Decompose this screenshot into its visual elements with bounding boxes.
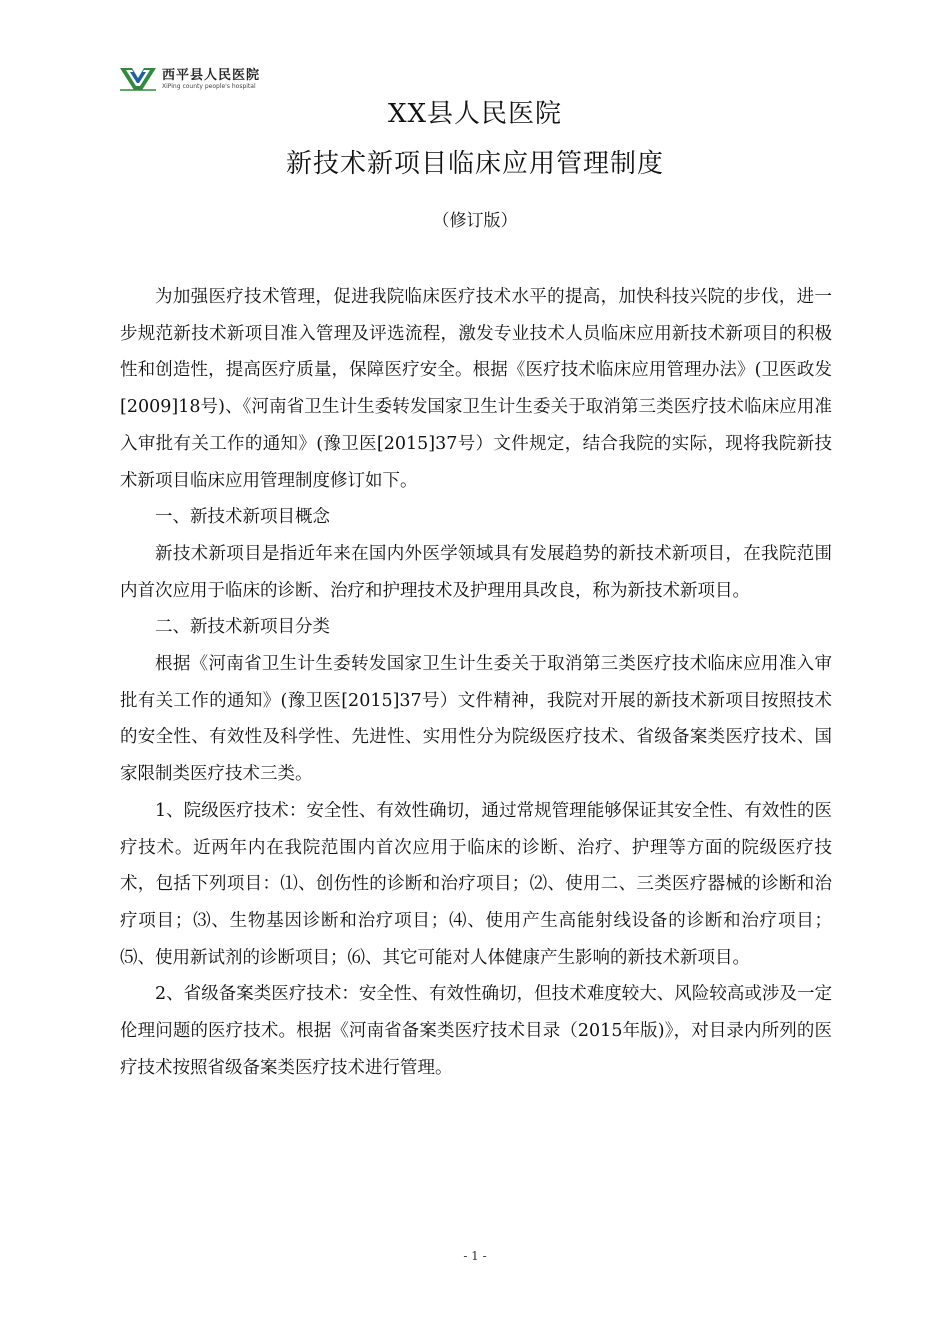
page-number: - 1 - xyxy=(463,1249,487,1263)
logo-chinese-name: 西平县人民医院 xyxy=(162,67,261,83)
hospital-emblem-icon xyxy=(118,66,158,92)
document-body xyxy=(120,279,832,1086)
hospital-logo xyxy=(118,64,278,94)
paragraph-classification: 根据《河南省卫生计生委转发国家卫生计生委关于取消第三类医疗技术临床应用准入审批有关工作的通知》(豫卫医[2015]37号）文件精神，我院对开展的新技术新项目按照技术的安全性、有效性及科学性、先进性、实用性分为院级医疗技术、省级备案类医疗技术、国家限制类医疗技术三类。 xyxy=(120,654,832,785)
document-subtitle: （修订版） xyxy=(432,211,518,231)
paragraph-intro: 为加强医疗技术管理，促进我院临床医疗技术水平的提高，加快科技兴院的步伐，进一步规范新技术新项目准入管理及评选流程，激发专业技术人员临床应用新技术新项目的积极性和创造性，提高医疗质量，保障医疗安全。根据《医疗技术临床应用管理办法》(卫医政发[2009]18号)、《河南省卫生计生委转发国家卫生计生委关于取消第三类医疗技术临床应用准入审批有关工作的通知》(豫卫医[2015]37号）文件规定，结合我院的实际，现将我院新技术新项目临床应用管理制度修订如下。 xyxy=(120,287,832,491)
section-heading-1: 一、新技术新项目概念 xyxy=(155,507,330,528)
logo-english-name: XiPing county people's hospital xyxy=(162,82,256,90)
document-title-line1: XX县人民医院 xyxy=(387,99,563,129)
paragraph-hospital-level: 1、院级医疗技术：安全性、有效性确切，通过常规管理能够保证其安全性、有效性的医疗技术。近两年内在我院范围内首次应用于临床的诊断、治疗、护理等方面的院级医疗技术，包括下列项目：⑴、创伤性的诊断和治疗项目；⑵、使用二、三类医疗器械的诊断和治疗项目；⑶、生物基因诊断和治疗项目；⑷、使用产生高能射线设备的诊断和治疗项目；⑸、使用新试剂的诊断项目；⑹、其它可能对人体健康产生影响的新技术新项目。 xyxy=(120,800,832,968)
document-title-line2: 新技术新项目临床应用管理制度 xyxy=(285,149,664,179)
section-heading-2: 二、新技术新项目分类 xyxy=(155,617,330,638)
logo-text xyxy=(162,69,260,90)
paragraph-provincial-level: 2、省级备案类医疗技术：安全性、有效性确切，但技术难度较大、风险较高或涉及一定伦理问题的医疗技术。根据《河南省备案类医疗技术目录（2015年版)》，对目录内所列的医疗技术按照省级备案类医疗技术进行管理。 xyxy=(120,984,832,1078)
paragraph-concept: 新技术新项目是指近年来在国内外医学领域具有发展趋势的新技术新项目，在我院范围内首次应用于临床的诊断、治疗和护理技术及护理用具改良，称为新技术新项目。 xyxy=(120,543,832,601)
